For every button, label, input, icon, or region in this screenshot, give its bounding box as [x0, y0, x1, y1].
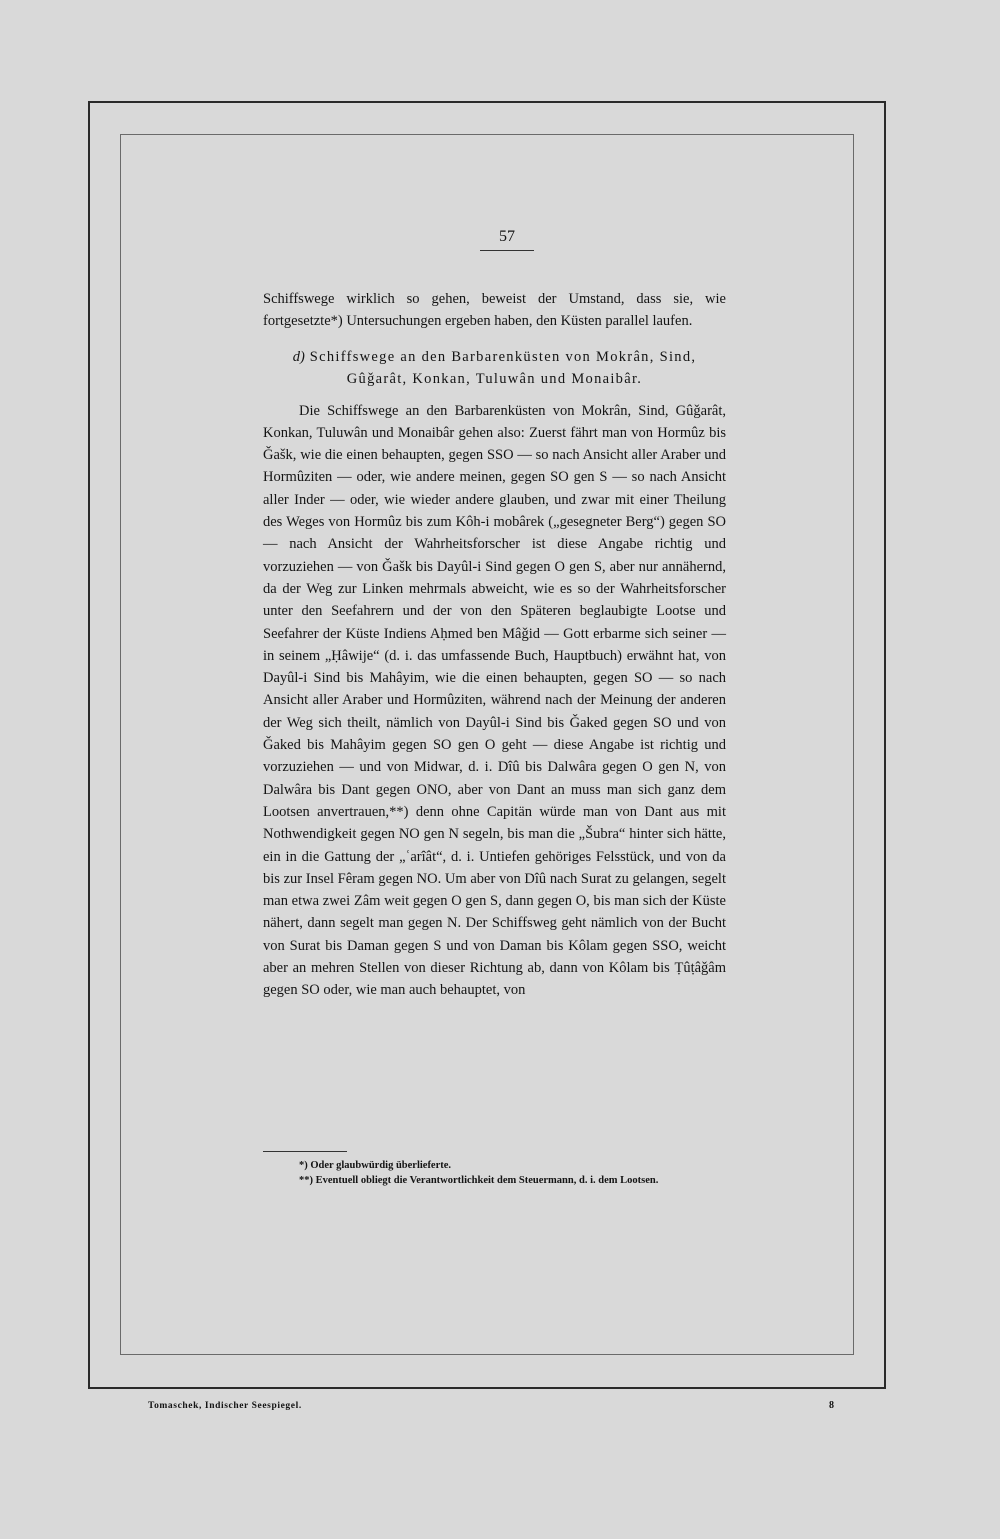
footnote-2: **) Eventuell obliegt die Verantwortlichkeit dem Steuermann, d. i. dem Lootsen. [299, 1175, 659, 1186]
signature-line: Tomaschek, Indischer Seespiegel. [148, 1401, 302, 1411]
section-heading-text-1: Schiffswege an den Barbarenküsten von Mokrân, Sind, [309, 348, 697, 365]
footnote-rule [263, 1151, 347, 1152]
main-text-column [263, 288, 726, 1002]
signature-mark: 8 [829, 1400, 834, 1411]
section-heading-line-2: Gûǧarât, Konkan, Tuluwân und Monaibâr. [346, 370, 643, 387]
paragraph-main: Die Schiffswege an den Barbarenküsten von Mokrân, Sind, Gûǧarât, Konkan, Tuluwân und Monaibâr gehen also: Zuerst fährt man von Hormûz bis Ǧašk, wie die einen behaupten, gegen SSO — so nach Ansicht aller Araber und Hormûziten — oder, wie andere meinen, gegen SO gen S — so nach Ansicht aller Inder — oder, wie wieder andere glauben, und zwar mit einer Theilung des Weges von Hormûz bis zum Kôh-i mobârek („gesegneter Berg“) gegen SO — nach Ansicht der Wahrheitsforscher ist diese Angabe richtig und vorzuziehen — von Ǧašk bis Dayûl-i Sind gegen O gen S, aber nur annähernd, da der Weg zur Linken mehrmals abweicht, wie es so der Wahrheitsforscher unter den Seefahrern und der von den Späteren beglaubigte Lootse und Seefahrer der Küste Indiens Aḥmed ben Mâǧid — Gott erbarme sich seiner — in seinem „Ḥâwije“ (d. i. das umfassende Buch, Hauptbuch) erwähnt hat, von Dayûl-i Sind bis Mahâyim, wie die einen behaupten, gegen SO — so nach Ansicht aller Araber und Hormûziten, während nach der Meinung der anderen der Weg sich theilt, nämlich von Dayûl-i Sind bis Ǧaked gegen SO und von Ǧaked bis Mahâyim gegen SO gen O geht — diese Angabe ist richtig und vorzuziehen — und von Midwar, d. i. Dîû bis Dalwâra gegen O gen N, von Dalwâra bis Dant gegen ONO, aber von Dant an muss man sich ganz dem Lootsen anvertrauen,**) denn ohne Capitän würde man von Dant aus mit Nothwendigkeit gegen NO gen N segeln, bis man die „Šubra“ hinter sich hätte, ein in die Gattung der „ʿarîât“, d. i. Untiefen gehöriges Felsstück, und von da bis zur Insel Fêram gegen NO. Um aber von Dîû nach Surat zu gelangen, segelt man etwa zwei Zâm weit gegen O gen S, dann gegen O, bis man sich der Küste nähert, dann segelt man gegen N. Der Schiffsweg geht nämlich von der Bucht von Surat bis Daman gegen S und von Daman bis Kôlam gegen SSO, weicht aber an mehren Stellen von dieser Richtung ab, dann von Kôlam bis Ṭûṭâǧâm gegen SO oder, wie man auch behauptet, von [263, 402, 726, 999]
paragraph-continuation: Schiffswege wirklich so gehen, beweist der Umstand, dass sie, wie fortgesetzte*) Untersuchungen ergeben haben, den Küsten parallel laufen. [263, 291, 726, 330]
page-number-rule [480, 250, 534, 251]
section-heading-line-1 [263, 346, 726, 368]
footnote-1: *) Oder glaubwürdig überlieferte. [299, 1160, 452, 1171]
page-number: 57 [499, 228, 515, 245]
section-mark: d) [292, 348, 305, 365]
section-heading [263, 346, 726, 390]
footnotes [263, 1158, 726, 1188]
